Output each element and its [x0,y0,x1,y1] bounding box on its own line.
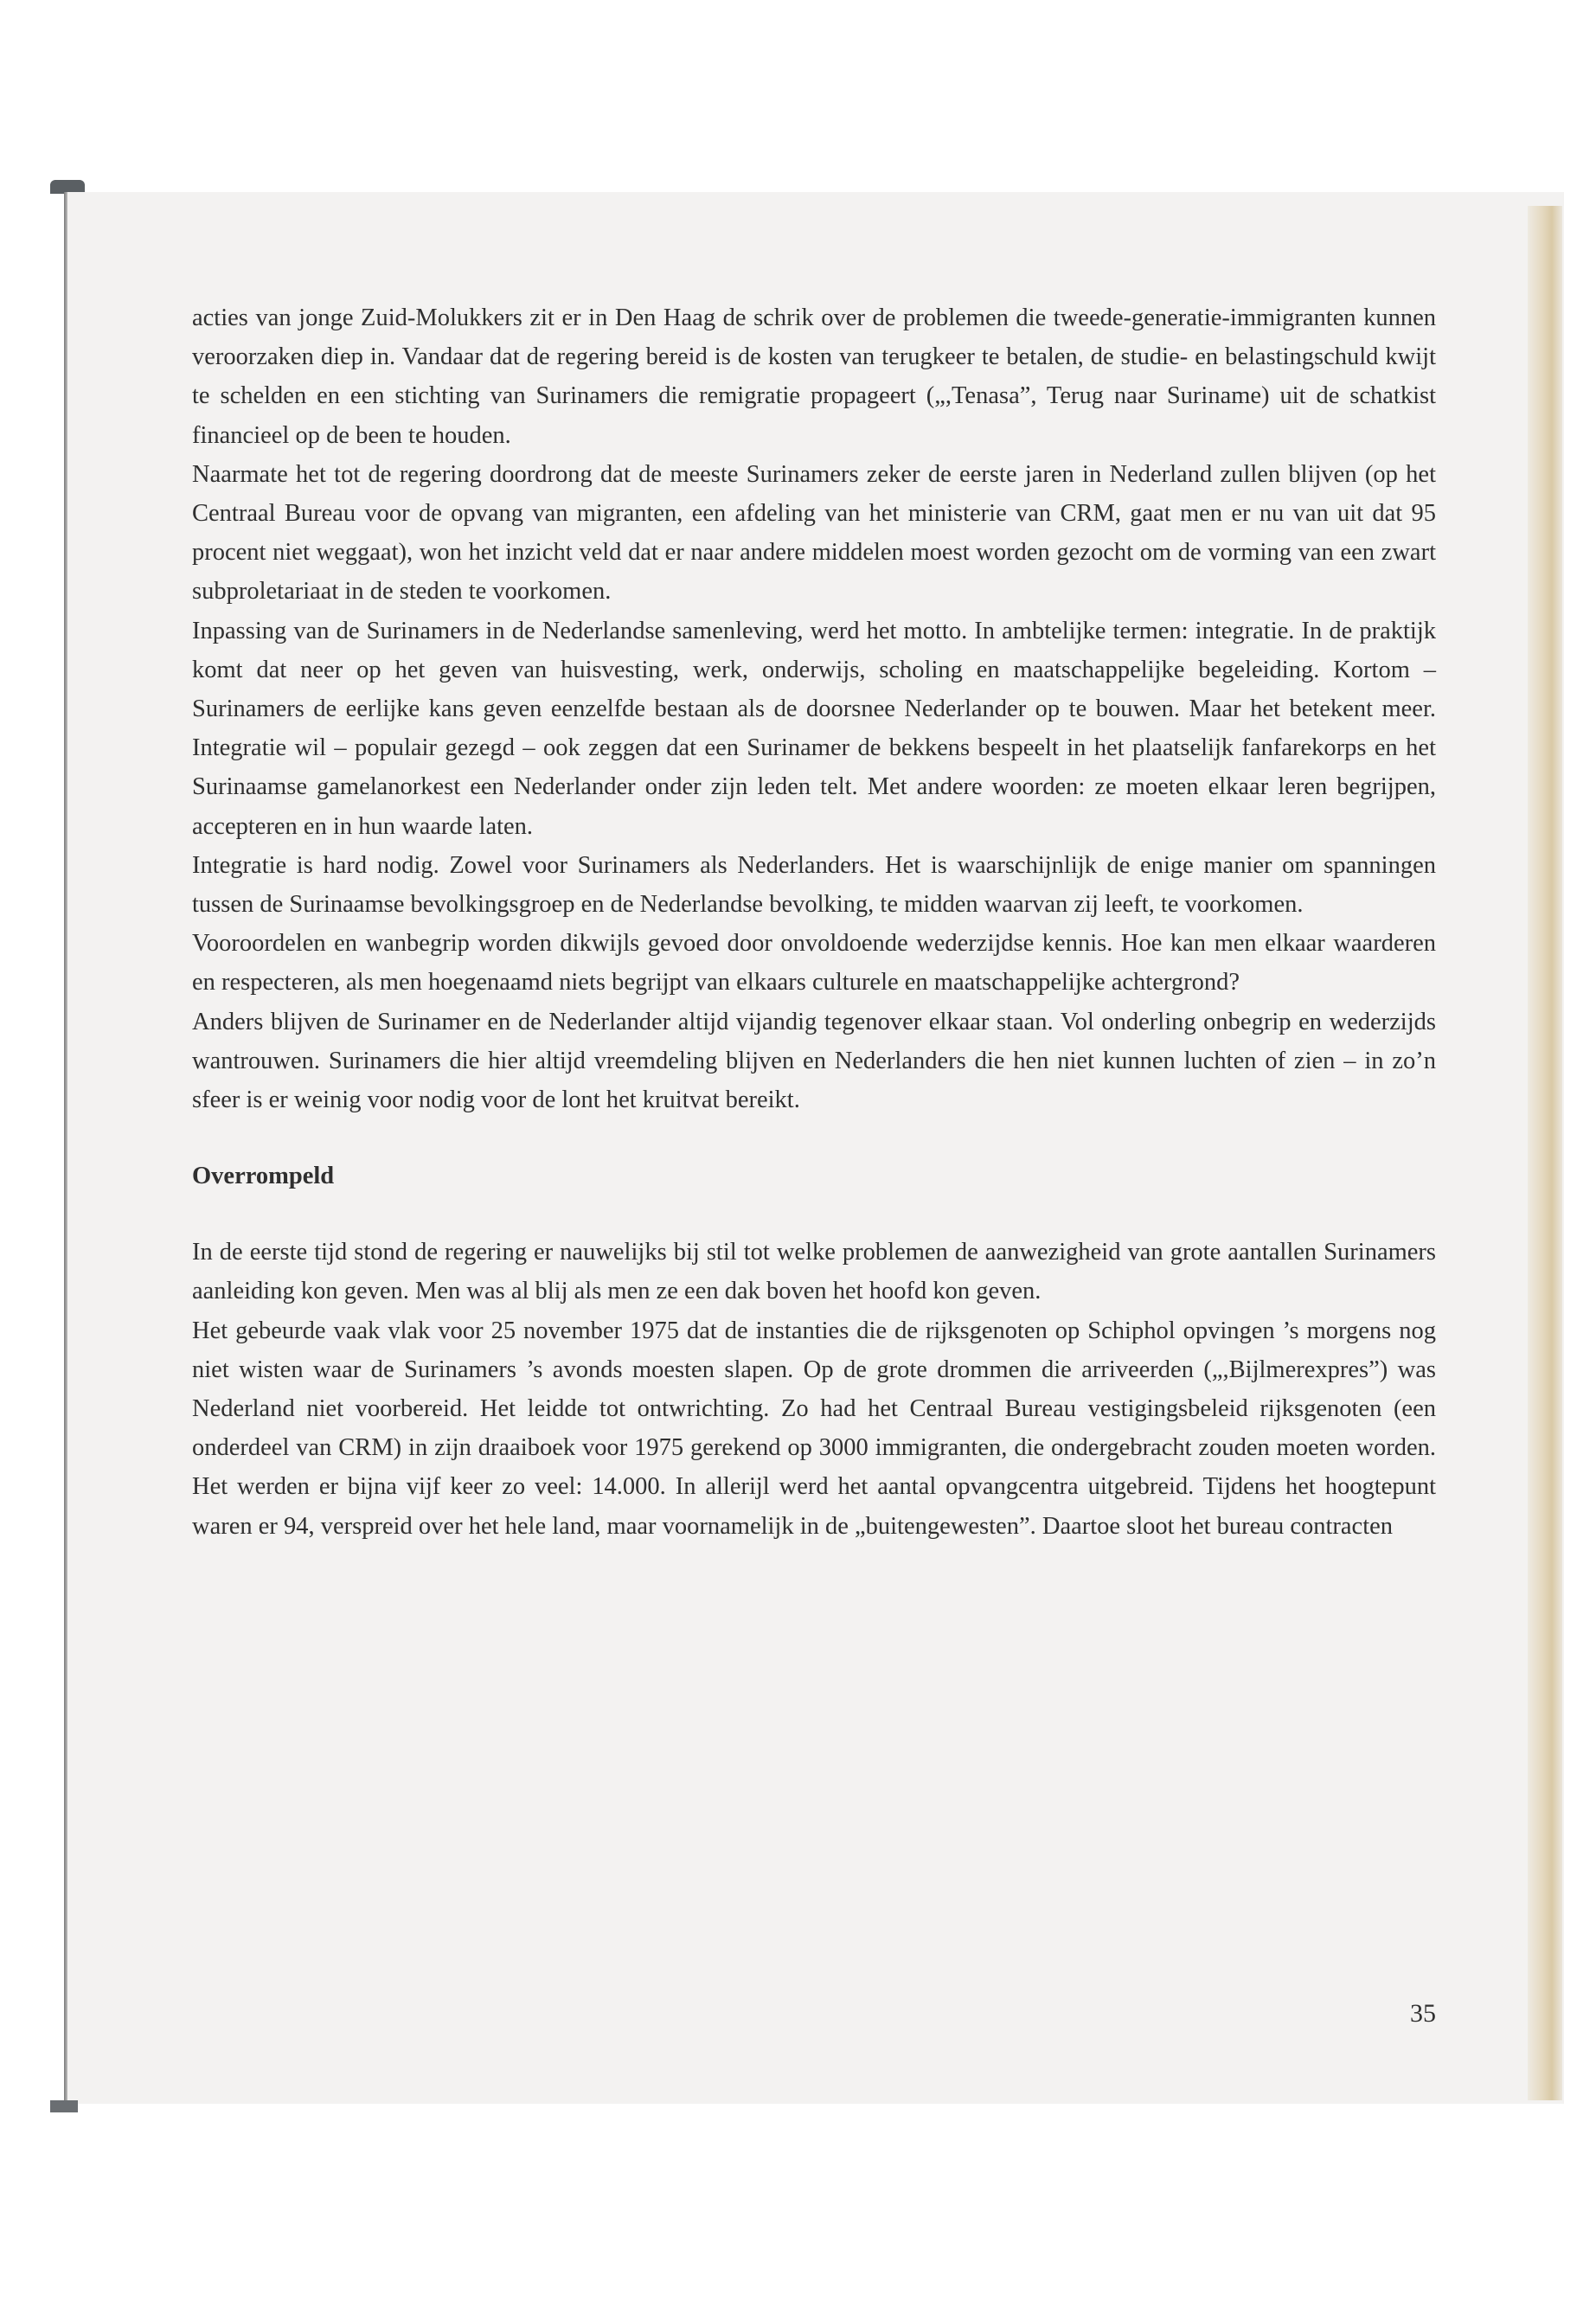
page-corner-bottom [50,2100,78,2112]
paragraph: Naarmate het tot de regering doordrong dat de meeste Surinamers zeker de eerste jaren in Nederland zullen blijven (op het Centraal Bureau voor de opvang van migranten, een afdeling van het ministerie van CRM, gaat men er nu van uit dat 95 procent niet weggaat), won het inzicht veld dat er naar andere middelen moest worden gezocht om de vorming van een zwart subproletariaat in de steden te voorkomen. [192,460,1436,606]
body-text [192,298,1436,1546]
paragraph: Vooroordelen en wanbegrip worden dikwijls gevoed door onvoldoende wederzijdse kennis. Hoe kan men elkaar waarderen en respecteren, als men hoegenaamd niets begrijpt van elkaars culturele en maatschappelijke achtergrond? [192,930,1436,997]
paragraph: acties van jonge Zuid-Molukkers zit er in Den Haag de schrik over de problemen die tweede-generatie-immigranten kunnen veroorzaken diep in. Vandaar dat de regering bereid is de kosten van terugkeer te betalen, de studie- en belastingschuld kwijt te schelden en een stichting van Surinamers die remigratie propageert („,Tenasa”, Terug naar Suriname) uit de schatkist financieel op de been te houden. [192,304,1436,449]
page-right-edge [1528,206,1562,2100]
paragraph: Het gebeurde vaak vlak voor 25 november 1975 dat de instanties die de rijksgenoten op Schiphol opvingen ’s morgens nog niet wisten waar de Surinamers ’s avonds moesten slapen. Op de grote drommen die arriveerden („,Bijlmerexpres”) was Nederland niet voorbereid. Het leidde tot ontwrichting. Zo had het Centraal Bureau vestigingsbeleid rijksgenoten (een onderdeel van CRM) in zijn draaiboek voor 1975 gerekend op 3000 immigranten, die ondergebracht zouden moeten worden. Het werden er bijna vijf keer zo veel: 14.000. In allerijl werd het aantal opvangcentra uitgebreid. Tijdens het hoogtepunt waren er 94, verspreid over het hele land, maar voornamelijk in de „buitengewesten”. Daartoe sloot het bureau contracten [192,1317,1436,1540]
page-number: 35 [1410,1999,1436,2028]
paragraph: Integratie is hard nodig. Zowel voor Surinamers als Nederlanders. Het is waarschijnlijk de enige manier om spanningen tussen de Surinaamse bevolkingsgroep en de Nederlandse bevolking, te midden waarvan zij leeft, te voorkomen. [192,851,1436,919]
section-heading: Overrompeld [192,1163,335,1190]
paragraph: Inpassing van de Surinamers in de Nederlandse samenleving, werd het motto. In ambtelijke termen: integratie. In de praktijk komt dat neer op het geven van huisvesting, werk, onderwijs, scholing en maatschappelijke begeleiding. Kortom – Surinamers de eerlijke kans geven eenzelfde bestaan als de doorsnee Nederlander op te bouwen. Maar het betekent meer. Integratie wil – populair gezegd – ook zeggen dat een Surinamer de bekkens bespeelt in het plaatselijk fanfarekorps en het Surinaamse gamelanorkest een Nederlander onder zijn leden telt. Met andere woorden: ze moeten elkaar leren begrijpen, accepteren en in hun waarde laten. [192,617,1436,840]
paragraph: In de eerste tijd stond de regering er nauwelijks bij stil tot welke problemen de aanwezigheid van grote aantallen Surinamers aanleiding kon geven. Men was al blij als men ze een dak boven het hoofd kon geven. [192,1239,1436,1305]
paragraph: Anders blijven de Surinamer en de Nederlander altijd vijandig tegenover elkaar staan. Vol onderling onbegrip en wederzijds wantrouwen. Surinamers die hier altijd vreemdeling blijven en Nederlanders die hen niet kunnen luchten of zien – in zo’n sfeer is er weinig voor nodig voor de lont het kruitvat bereikt. [192,1008,1436,1114]
